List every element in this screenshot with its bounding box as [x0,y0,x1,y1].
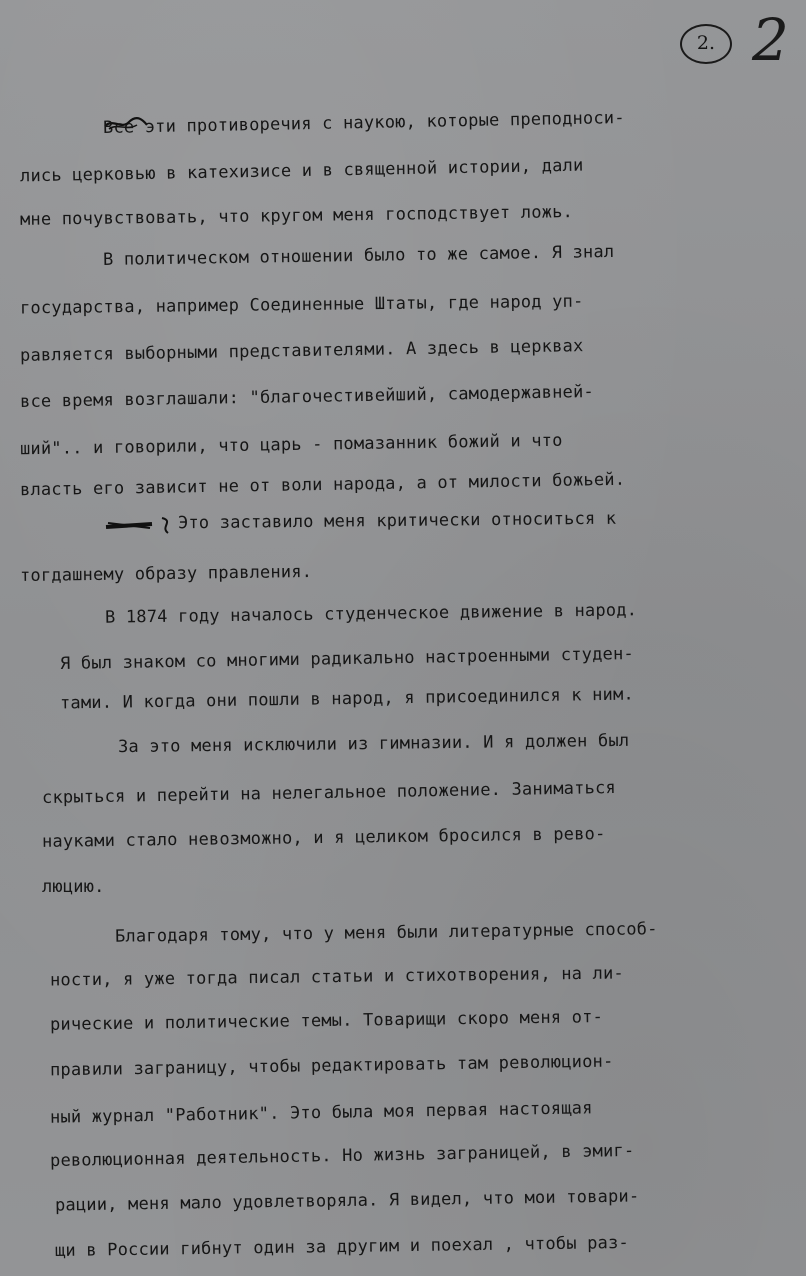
text-line: лись церковью в катехизисе и в священной истории, дали [19,155,584,187]
text-line: рации, меня мало удовлетворяла. Я видел, что мои товари- [54,1186,640,1216]
text-line: науками стало невозможно, и я целиком бросился в рево- [41,824,606,852]
text-line: государства, например Соединенные Штаты, где народ уп- [19,291,584,319]
text-line: В политическом отношении было то же самое. Я знал [102,241,615,271]
text-line: революционная деятельность. Но жизнь заграницей, в эмиг- [49,1140,635,1172]
text-line: все время возглашали: "благочестивейший, самодержавней- [19,381,595,413]
text-line: Благодаря тому, что у меня были литературные способ- [114,919,658,947]
text-line: тогдашнему образу правления. [19,561,313,587]
text-line: власть его зависит не от воли народа, а от милости божьей. [19,469,626,501]
text-line: Я был знаком со многими радикально настроенными студен- [59,643,635,675]
text-line: За это меня исключили из гимназии. И я должен был [117,730,630,758]
circled-page-number: 2. [680,24,732,64]
text-line: правили заграницу, чтобы редактировать там революцион- [49,1051,614,1081]
handwritten-page-number: 2 [752,6,789,74]
text-line: рические и политические темы. Товарищи скоро меня от- [49,1007,604,1035]
text-line: Это заставило меня критически относиться к [177,508,617,534]
text-line: люцию. [42,877,105,897]
text-line: тами. И когда они пошли в народ, я присоединился к ним. [59,684,635,714]
text-line: ный журнал "Работник". Это была моя первая настоящая [49,1098,593,1128]
text-line: мне почувствовать, что кругом меня господствует ложь. [19,202,574,230]
text-line: ности, я уже тогда писал статьи и стихотворения, на ли- [49,963,625,991]
text-line: В 1874 году началось студенческое движение в народ. [104,600,638,628]
text-line: щи в России гибнут один за другим и поехал , чтобы раз- [54,1232,630,1262]
text-line: скрыться и перейти на нелегальное положение. Заниматься [41,777,617,809]
text-line: Все эти противоречия с наукою, которые преподноси- [102,107,625,139]
text-line: равляется выборными представителями. А здесь в церквах [19,336,584,366]
strikethrough-mark [104,515,174,535]
text-line: ший".. и говорили, что царь - помазанник божий и что [19,430,563,460]
